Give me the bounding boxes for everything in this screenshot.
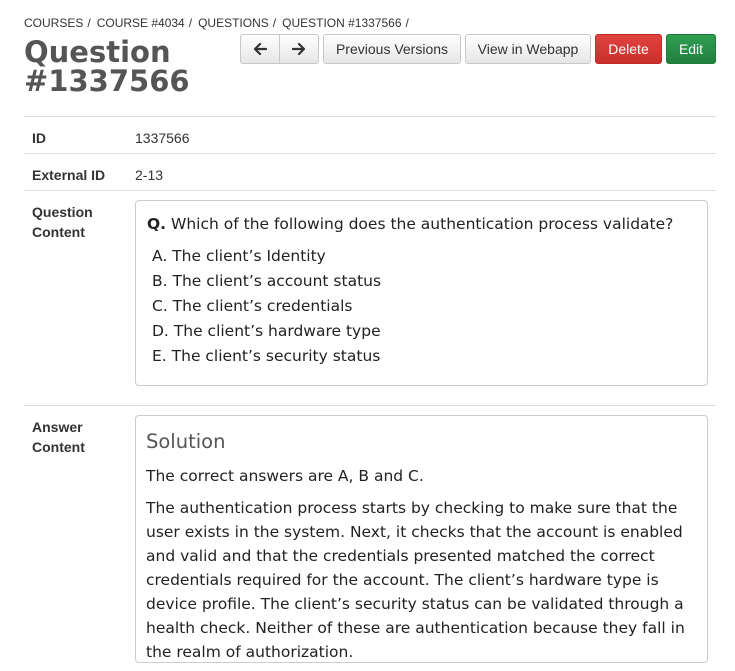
external-id-label: External ID [32, 167, 106, 183]
answer-content-box [135, 415, 708, 663]
view-in-webapp-button[interactable]: View in Webapp [465, 34, 591, 64]
id-label: ID [32, 130, 46, 146]
forward-button[interactable] [279, 34, 319, 64]
choice-d: D. The client’s hardware type [152, 322, 381, 340]
explanation-text: The authentication process starts by checking to make sure that the user exists in the system. Next, it checks that the account is enabled and valid and that the credentials presented matched the correct credentials required for the account. The client’s hardware type is device profile. The client’s security status can be validated through a health check. Neither of these are authentication because they fall in the realm of authorization. [146, 499, 685, 661]
question-prefix: Q. [147, 215, 167, 233]
detail-row-external-id [24, 153, 716, 190]
breadcrumb-separator: / [188, 16, 193, 30]
breadcrumb-question[interactable]: QUESTION #1337566 [282, 16, 402, 30]
breadcrumb-courses[interactable]: COURSES [24, 16, 84, 30]
choice-c: C. The client’s credentials [152, 297, 353, 315]
breadcrumb-separator: / [87, 16, 91, 30]
question-text [147, 214, 696, 234]
question-content-box [135, 200, 708, 386]
choice-e: E. The client’s security status [152, 347, 381, 365]
question-content-label: Question Content [32, 204, 93, 240]
back-button[interactable] [240, 34, 280, 64]
choice-list [147, 244, 696, 369]
choice-b: B. The client’s account status [152, 272, 382, 290]
correct-answers-text: The correct answers are A, B and C. [146, 467, 424, 485]
question-stem: Which of the following does the authentication process validate? [171, 215, 674, 233]
external-id-value: 2-13 [135, 167, 164, 183]
detail-row-id [24, 116, 716, 153]
id-value: 1337566 [135, 130, 190, 146]
previous-versions-button[interactable]: Previous Versions [323, 34, 461, 64]
breadcrumb [24, 16, 411, 30]
details-table [24, 116, 716, 666]
arrow-right-icon [292, 42, 306, 56]
breadcrumb-course[interactable]: COURSE #4034 [96, 16, 185, 30]
detail-row-answer-content [24, 405, 716, 666]
page-title: Question #1337566 [24, 35, 190, 98]
arrow-left-icon [253, 42, 267, 56]
breadcrumb-separator: / [405, 16, 409, 30]
detail-row-question-content [24, 190, 716, 405]
breadcrumb-separator: / [272, 16, 277, 30]
delete-button[interactable]: Delete [595, 34, 662, 64]
breadcrumb-questions[interactable]: QUESTIONS [198, 16, 269, 30]
answer-content-label: Answer Content [32, 419, 85, 455]
solution-title: Solution [146, 430, 226, 453]
choice-a: A. The client’s Identity [152, 247, 326, 265]
edit-button[interactable]: Edit [666, 34, 716, 64]
